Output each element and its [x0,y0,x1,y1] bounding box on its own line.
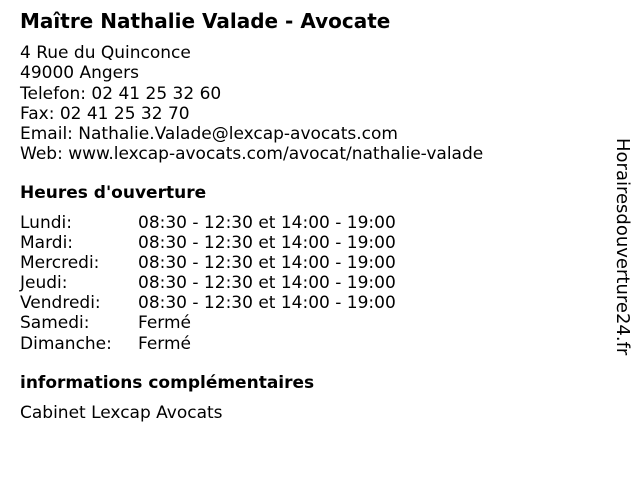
hours-row-sunday [20,334,450,354]
time-value: 08:30 - 12:30 et 14:00 - 19:00 [138,213,396,233]
time-value: 08:30 - 12:30 et 14:00 - 19:00 [138,293,396,314]
city-postal: 49000 Angers [20,63,139,84]
fax-line: Fax: 02 41 25 32 70 [20,103,190,124]
day-label: Mercredi: [20,253,100,274]
hours-row-saturday [20,313,450,333]
street-address: 4 Rue du Quinconce [20,43,191,63]
day-label: Jeudi: [20,273,68,294]
hours-row-thursday [20,273,450,293]
email-line: Email: Nathalie.Valade@lexcap-avocats.com [20,124,398,145]
hours-table [20,213,450,354]
site-brand-watermark: Horairesdouverture24.fr [612,138,633,356]
day-label: Mardi: [20,233,74,254]
info-heading: informations complémentaires [20,373,315,393]
day-label: Lundi: [20,213,72,233]
contact-block [20,43,483,165]
time-value: 08:30 - 12:30 et 14:00 - 19:00 [138,253,396,274]
day-label: Samedi: [20,313,90,334]
day-label: Dimanche: [20,333,112,354]
time-value: 08:30 - 12:30 et 14:00 - 19:00 [138,233,396,254]
web-line: Web: www.lexcap-avocats.com/avocat/nathalie-valade [20,144,484,165]
page-title: Maître Nathalie Valade - Avocate [20,9,391,33]
time-value: Fermé [138,313,192,334]
hours-heading: Heures d'ouverture [20,183,207,203]
hours-row-tuesday [20,233,450,253]
hours-row-wednesday [20,253,450,273]
hours-row-monday [20,213,450,233]
hours-row-friday [20,293,450,313]
day-label: Vendredi: [20,293,101,314]
time-value: 08:30 - 12:30 et 14:00 - 19:00 [138,273,396,294]
info-text: Cabinet Lexcap Avocats [20,403,223,423]
time-value: Fermé [138,333,192,354]
phone-line: Telefon: 02 41 25 32 60 [20,83,222,104]
